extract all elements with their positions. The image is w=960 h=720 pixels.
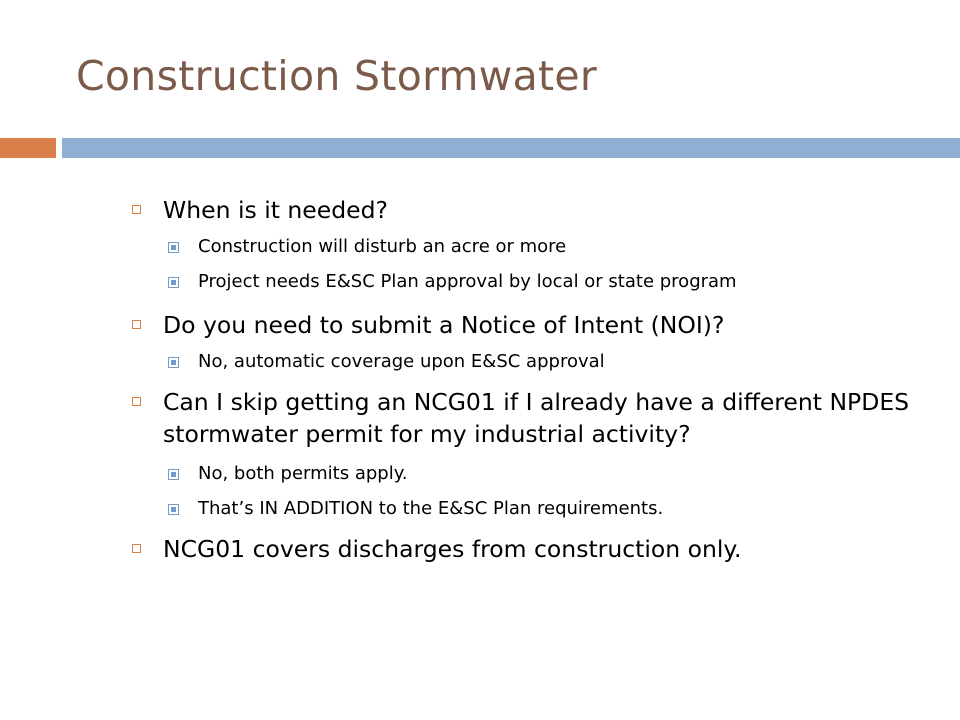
- filled-square-bullet-icon: [168, 504, 179, 515]
- sub-bullet-text: Project needs E&SC Plan approval by local or state program: [198, 271, 737, 292]
- sub-bullet-item: [132, 495, 932, 523]
- filled-square-bullet-icon: [168, 277, 179, 288]
- sub-bullet-item: [132, 460, 932, 488]
- sub-bullet-item: [132, 233, 932, 261]
- sub-bullet-text: No, automatic coverage upon E&SC approval: [198, 351, 605, 372]
- bullet-item: [132, 533, 932, 565]
- accent-bar-blue: [62, 138, 960, 158]
- accent-bar-orange: [0, 138, 56, 158]
- sub-bullet-text: No, both permits apply.: [198, 463, 408, 484]
- square-bullet-icon: [132, 544, 141, 553]
- bullet-list: [132, 194, 932, 565]
- bullet-item: [132, 386, 932, 450]
- filled-square-bullet-icon: [168, 242, 179, 253]
- slide-title: Construction Stormwater: [76, 52, 598, 100]
- bullet-item: [132, 309, 932, 341]
- bullet-item: [132, 194, 932, 226]
- square-bullet-icon: [132, 397, 141, 406]
- sub-bullet-item: [132, 268, 932, 296]
- bullet-text: When is it needed?: [163, 196, 388, 224]
- sub-bullet-text: Construction will disturb an acre or more: [198, 236, 567, 257]
- bullet-text: Do you need to submit a Notice of Intent (NOI)?: [163, 311, 725, 339]
- square-bullet-icon: [132, 320, 141, 329]
- filled-square-bullet-icon: [168, 469, 179, 480]
- bullet-text: NCG01 covers discharges from construction only.: [163, 535, 742, 563]
- sub-bullet-text: That’s IN ADDITION to the E&SC Plan requirements.: [198, 498, 664, 519]
- filled-square-bullet-icon: [168, 357, 179, 368]
- sub-bullet-item: [132, 348, 932, 376]
- square-bullet-icon: [132, 205, 141, 214]
- bullet-text: Can I skip getting an NCG01 if I already have a different NPDES stormwater permit for my industrial activity?: [163, 388, 910, 448]
